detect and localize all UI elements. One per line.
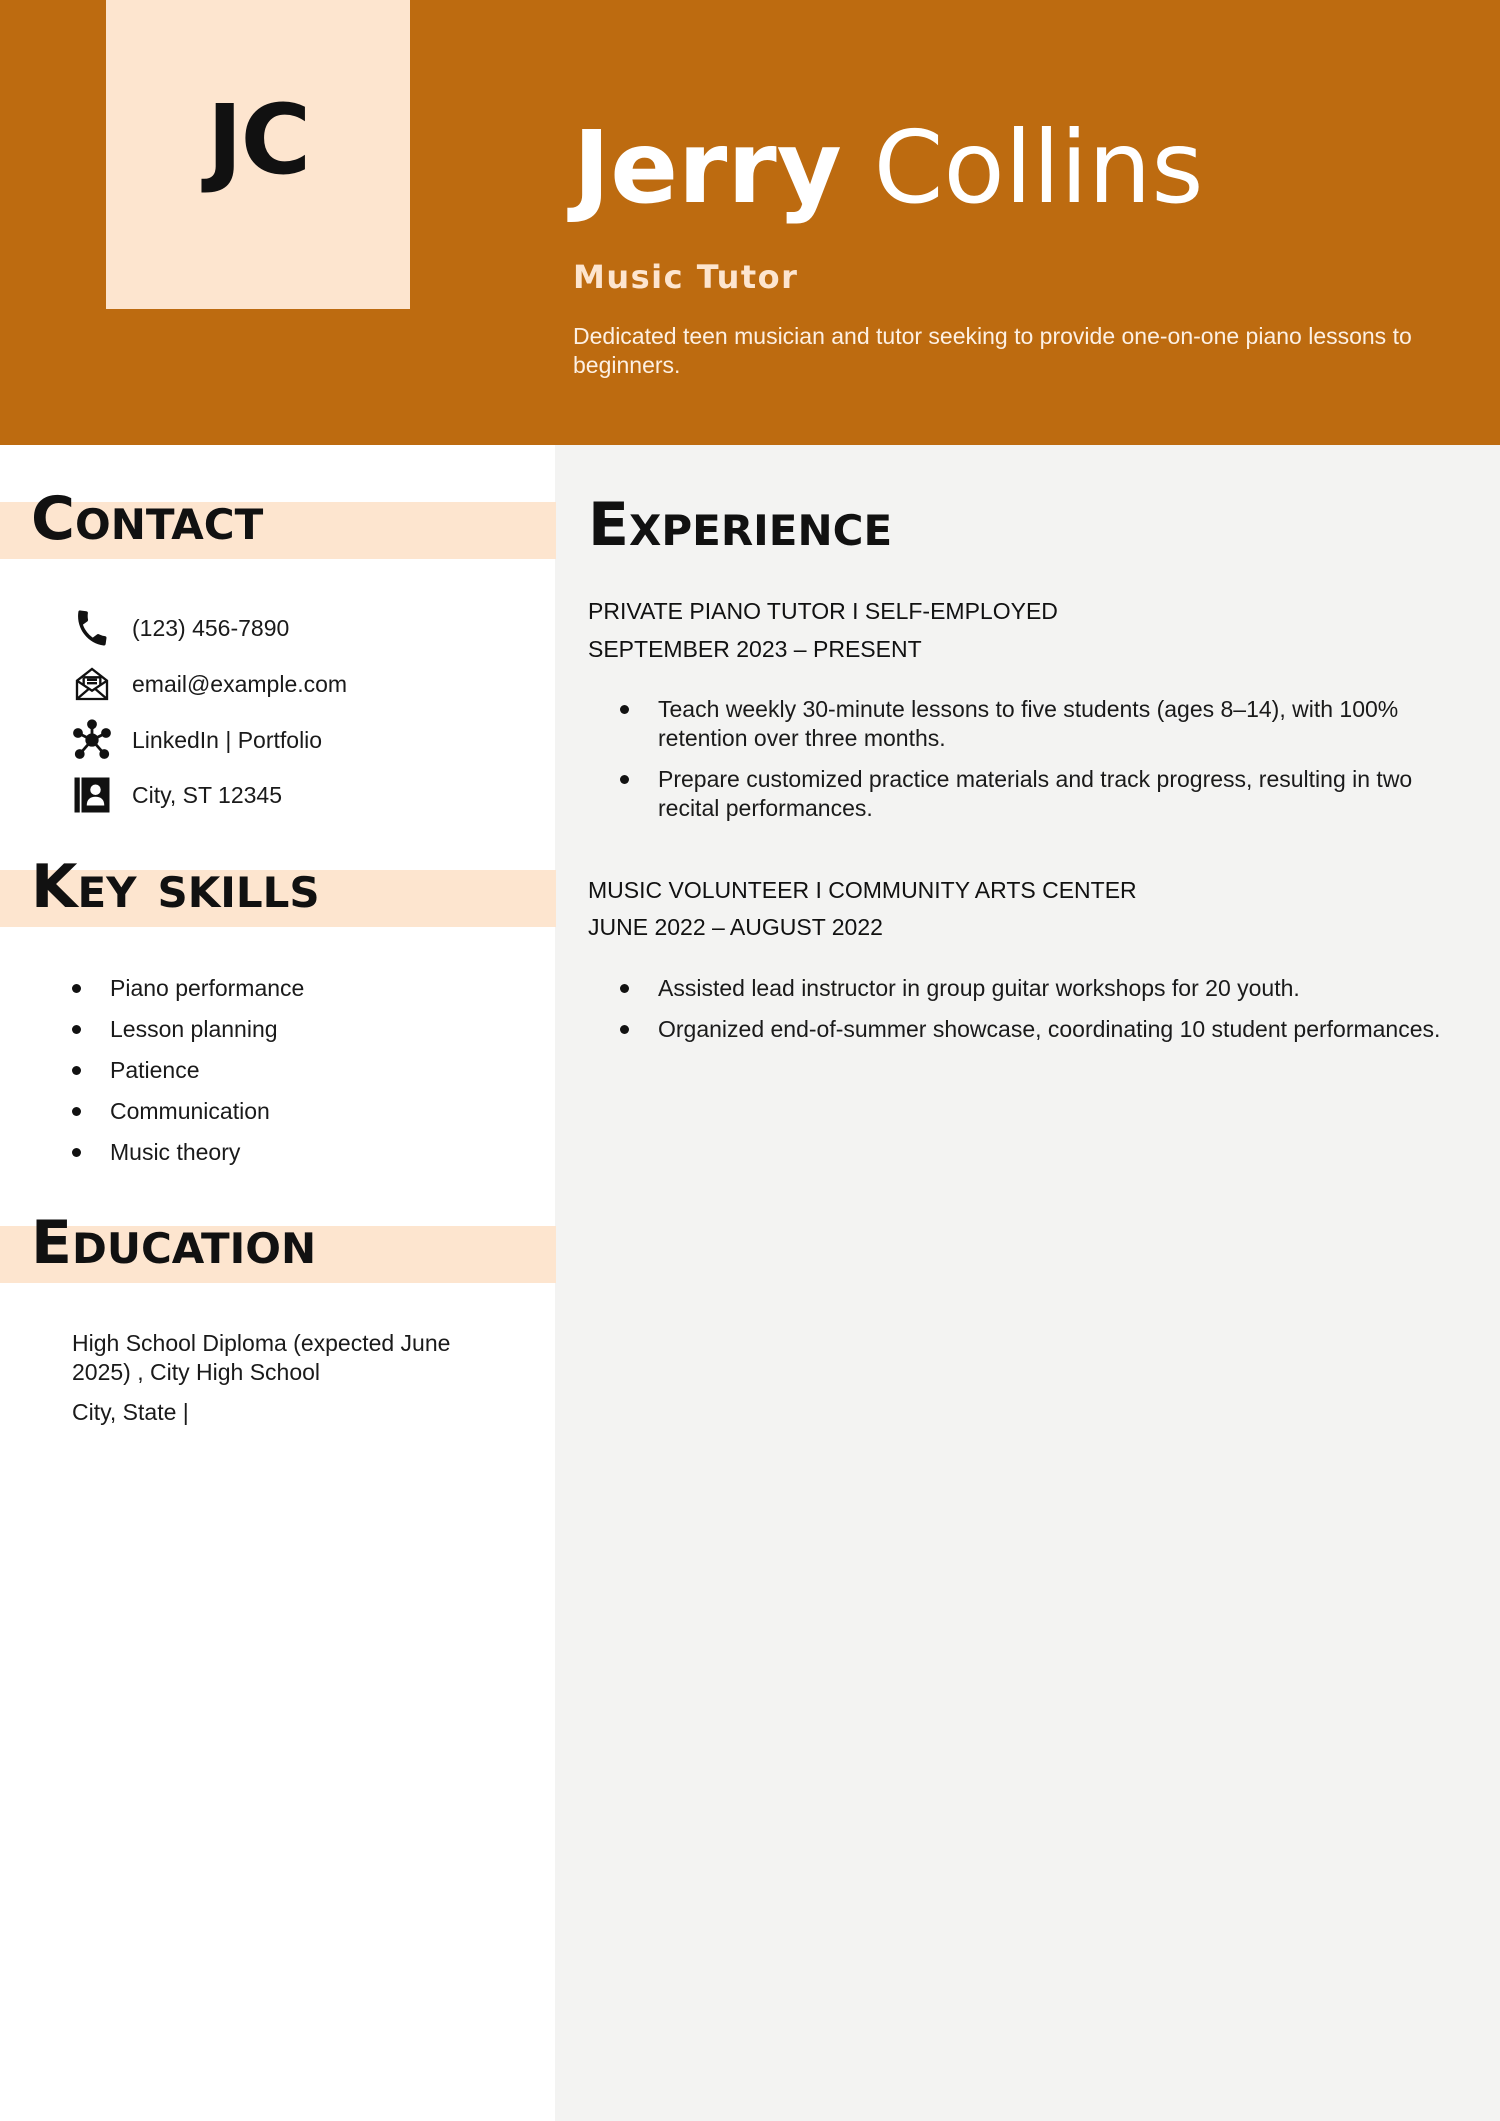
job-bullet-list	[620, 974, 1450, 1056]
mail-icon	[70, 662, 114, 706]
job-title: PRIVATE PIANO TUTOR I SELF-EMPLOYED	[588, 598, 1058, 624]
skills-list	[70, 972, 530, 1177]
job-bullet: Organized end-of-summer showcase, coordinating 10 student performances.	[620, 1015, 1450, 1044]
first-name: Jerry	[573, 109, 842, 226]
skill-item: Patience	[70, 1054, 530, 1095]
skill-item: Music theory	[70, 1136, 530, 1177]
job-bullet-list	[620, 695, 1450, 835]
contact-phone	[70, 606, 289, 650]
job-title: MUSIC VOLUNTEER I COMMUNITY ARTS CENTER	[588, 877, 1137, 903]
monogram-box	[106, 0, 410, 309]
job-bullet: Assisted lead instructor in group guitar workshops for 20 youth.	[620, 974, 1450, 1003]
skill-item: Lesson planning	[70, 1013, 530, 1054]
skill-item: Piano performance	[70, 972, 530, 1013]
job-bullet: Teach weekly 30-minute lessons to five students (ages 8–14), with 100% retention over three months.	[620, 695, 1450, 753]
job-role: Music Tutor	[573, 258, 799, 296]
job-dates: JUNE 2022 – AUGUST 2022	[588, 914, 883, 940]
skills-heading: Key skills	[31, 852, 320, 922]
education-heading: Education	[31, 1208, 317, 1278]
contact-links	[70, 718, 322, 762]
education-degree: High School Diploma (expected June 2025) , City High School	[72, 1330, 451, 1385]
last-name: Collins	[873, 109, 1204, 226]
contact-email	[70, 662, 347, 706]
phone-icon	[70, 606, 114, 650]
education-location: City, State |	[72, 1399, 189, 1425]
job-dates: SEPTEMBER 2023 – PRESENT	[588, 636, 922, 662]
candidate-name	[573, 109, 1204, 226]
email-text: email@example.com	[132, 670, 348, 697]
experience-heading: Experience	[588, 490, 893, 560]
job-bullet: Prepare customized practice materials and track progress, resulting in two recital performances.	[620, 765, 1450, 823]
profile-summary: Dedicated teen musician and tutor seeking to provide one-on-one piano lessons to beginners.	[573, 323, 1412, 378]
contact-address	[70, 773, 282, 817]
phone-text: (123) 456-7890	[132, 614, 290, 641]
monogram-initials: JC	[206, 83, 310, 196]
address-book-icon	[70, 773, 114, 817]
links-text: LinkedIn | Portfolio	[132, 726, 323, 753]
network-icon	[70, 718, 114, 762]
skill-item: Communication	[70, 1095, 530, 1136]
contact-heading: Contact	[31, 484, 264, 554]
address-text: City, ST 12345	[132, 781, 283, 808]
